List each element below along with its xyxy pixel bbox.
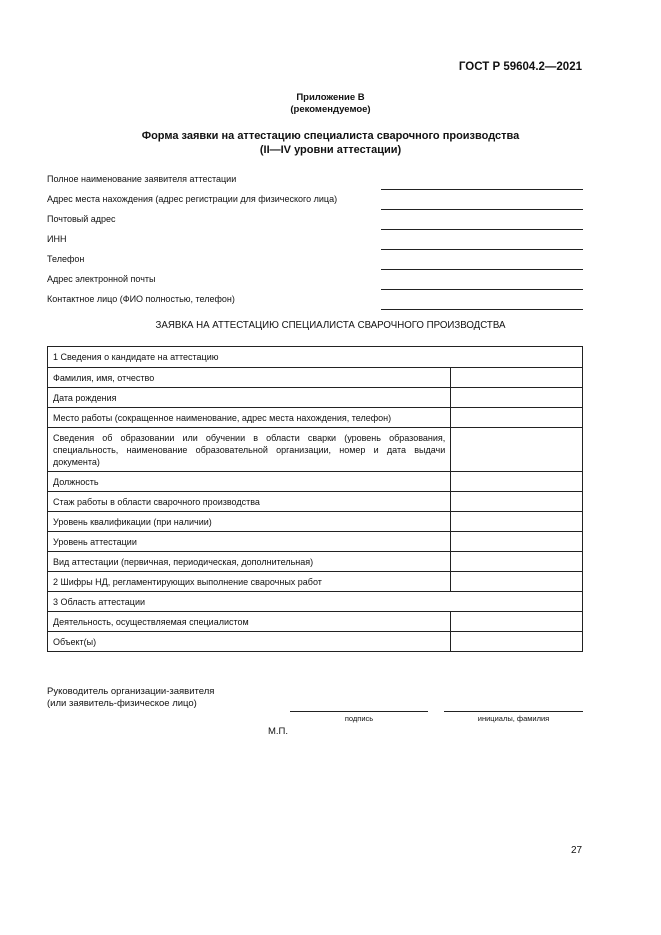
annex-title: Приложение В bbox=[296, 92, 365, 103]
row-value-cell[interactable] bbox=[451, 368, 583, 388]
row-label: Должность bbox=[48, 472, 451, 492]
row-label: Стаж работы в области сварочного производства bbox=[48, 492, 451, 512]
row-value-cell[interactable] bbox=[451, 612, 583, 632]
section-candidate-info: 1 Сведения о кандидате на аттестацию bbox=[48, 347, 583, 368]
table-row bbox=[48, 388, 583, 408]
row-value-cell[interactable] bbox=[451, 572, 583, 592]
row-label: Вид аттестации (первичная, периодическая, дополнительная) bbox=[48, 552, 451, 572]
row-label: Уровень квалификации (при наличии) bbox=[48, 512, 451, 532]
row-label: Уровень аттестации bbox=[48, 532, 451, 552]
field-label-contact-person: Контактное лицо (ФИО полностью, телефон) bbox=[47, 294, 235, 304]
annex-status: (рекомендуемое) bbox=[290, 104, 371, 115]
table-row bbox=[48, 632, 583, 652]
field-line-full-name[interactable] bbox=[381, 189, 583, 190]
application-title: ЗАЯВКА НА АТТЕСТАЦИЮ СПЕЦИАЛИСТА СВАРОЧНОГО ПРОИЗВОДСТВА bbox=[155, 320, 506, 331]
table-section-row bbox=[48, 592, 583, 612]
standard-number: ГОСТ Р 59604.2—2021 bbox=[458, 61, 582, 73]
row-value-cell[interactable] bbox=[451, 632, 583, 652]
table-row bbox=[48, 572, 583, 592]
row-label: Дата рождения bbox=[48, 388, 451, 408]
signatory-label bbox=[47, 686, 214, 710]
row-label: Объект(ы) bbox=[48, 632, 451, 652]
table-row bbox=[48, 408, 583, 428]
row-value-cell[interactable] bbox=[451, 492, 583, 512]
table-row bbox=[48, 472, 583, 492]
row-value-cell[interactable] bbox=[451, 408, 583, 428]
row-value-cell[interactable] bbox=[451, 532, 583, 552]
field-label-phone: Телефон bbox=[47, 254, 85, 264]
signature-caption: подпись bbox=[344, 714, 374, 723]
seal-placeholder: М.П. bbox=[268, 726, 289, 737]
field-line-location-address[interactable] bbox=[381, 209, 583, 210]
row-value-cell[interactable] bbox=[451, 512, 583, 532]
field-label-inn: ИНН bbox=[47, 234, 67, 244]
signatory-line2: (или заявитель-физическое лицо) bbox=[47, 698, 197, 709]
row-label: Деятельность, осуществляемая специалистом bbox=[48, 612, 451, 632]
table-row bbox=[48, 368, 583, 388]
table-row bbox=[48, 532, 583, 552]
form-title-line2: (II—IV уровни аттестации) bbox=[259, 144, 402, 156]
section-attestation-scope: 3 Область аттестации bbox=[48, 592, 583, 612]
table-section-row bbox=[48, 347, 583, 368]
field-line-phone[interactable] bbox=[381, 269, 583, 270]
field-label-email: Адрес электронной почты bbox=[47, 274, 156, 284]
table-row bbox=[48, 552, 583, 572]
field-line-inn[interactable] bbox=[381, 249, 583, 250]
form-title-line1: Форма заявки на аттестацию специалиста сварочного производства bbox=[141, 130, 520, 142]
field-label-full-name: Полное наименование заявителя аттестации bbox=[47, 174, 237, 184]
row-value-cell[interactable] bbox=[451, 428, 583, 472]
field-line-postal-address[interactable] bbox=[381, 229, 583, 230]
row-value-cell[interactable] bbox=[451, 552, 583, 572]
table-row bbox=[48, 428, 583, 472]
name-caption: инициалы, фамилия bbox=[477, 714, 550, 723]
signature-line[interactable] bbox=[290, 711, 428, 712]
table-row bbox=[48, 612, 583, 632]
row-value-cell[interactable] bbox=[451, 472, 583, 492]
field-line-email[interactable] bbox=[381, 289, 583, 290]
row-label: Место работы (сокращенное наименование, адрес места нахождения, телефон) bbox=[48, 408, 451, 428]
row-label: Фамилия, имя, отчество bbox=[48, 368, 451, 388]
page-number: 27 bbox=[571, 845, 583, 856]
table-row bbox=[48, 492, 583, 512]
name-line[interactable] bbox=[444, 711, 583, 712]
candidate-table bbox=[47, 346, 583, 652]
row-value-cell[interactable] bbox=[451, 388, 583, 408]
signatory-line1: Руководитель организации-заявителя bbox=[47, 686, 215, 697]
table-row bbox=[48, 512, 583, 532]
field-line-contact-person[interactable] bbox=[381, 309, 583, 310]
field-label-location-address: Адрес места нахождения (адрес регистрации для физического лица) bbox=[47, 194, 338, 204]
field-label-postal-address: Почтовый адрес bbox=[47, 214, 116, 224]
row-label: Сведения об образовании или обучении в области сварки (уровень образования, специальность, наименование образовательной организации, номер и дата выдачи документа) bbox=[48, 428, 451, 472]
row-label: 2 Шифры НД, регламентирующих выполнение сварочных работ bbox=[48, 572, 451, 592]
